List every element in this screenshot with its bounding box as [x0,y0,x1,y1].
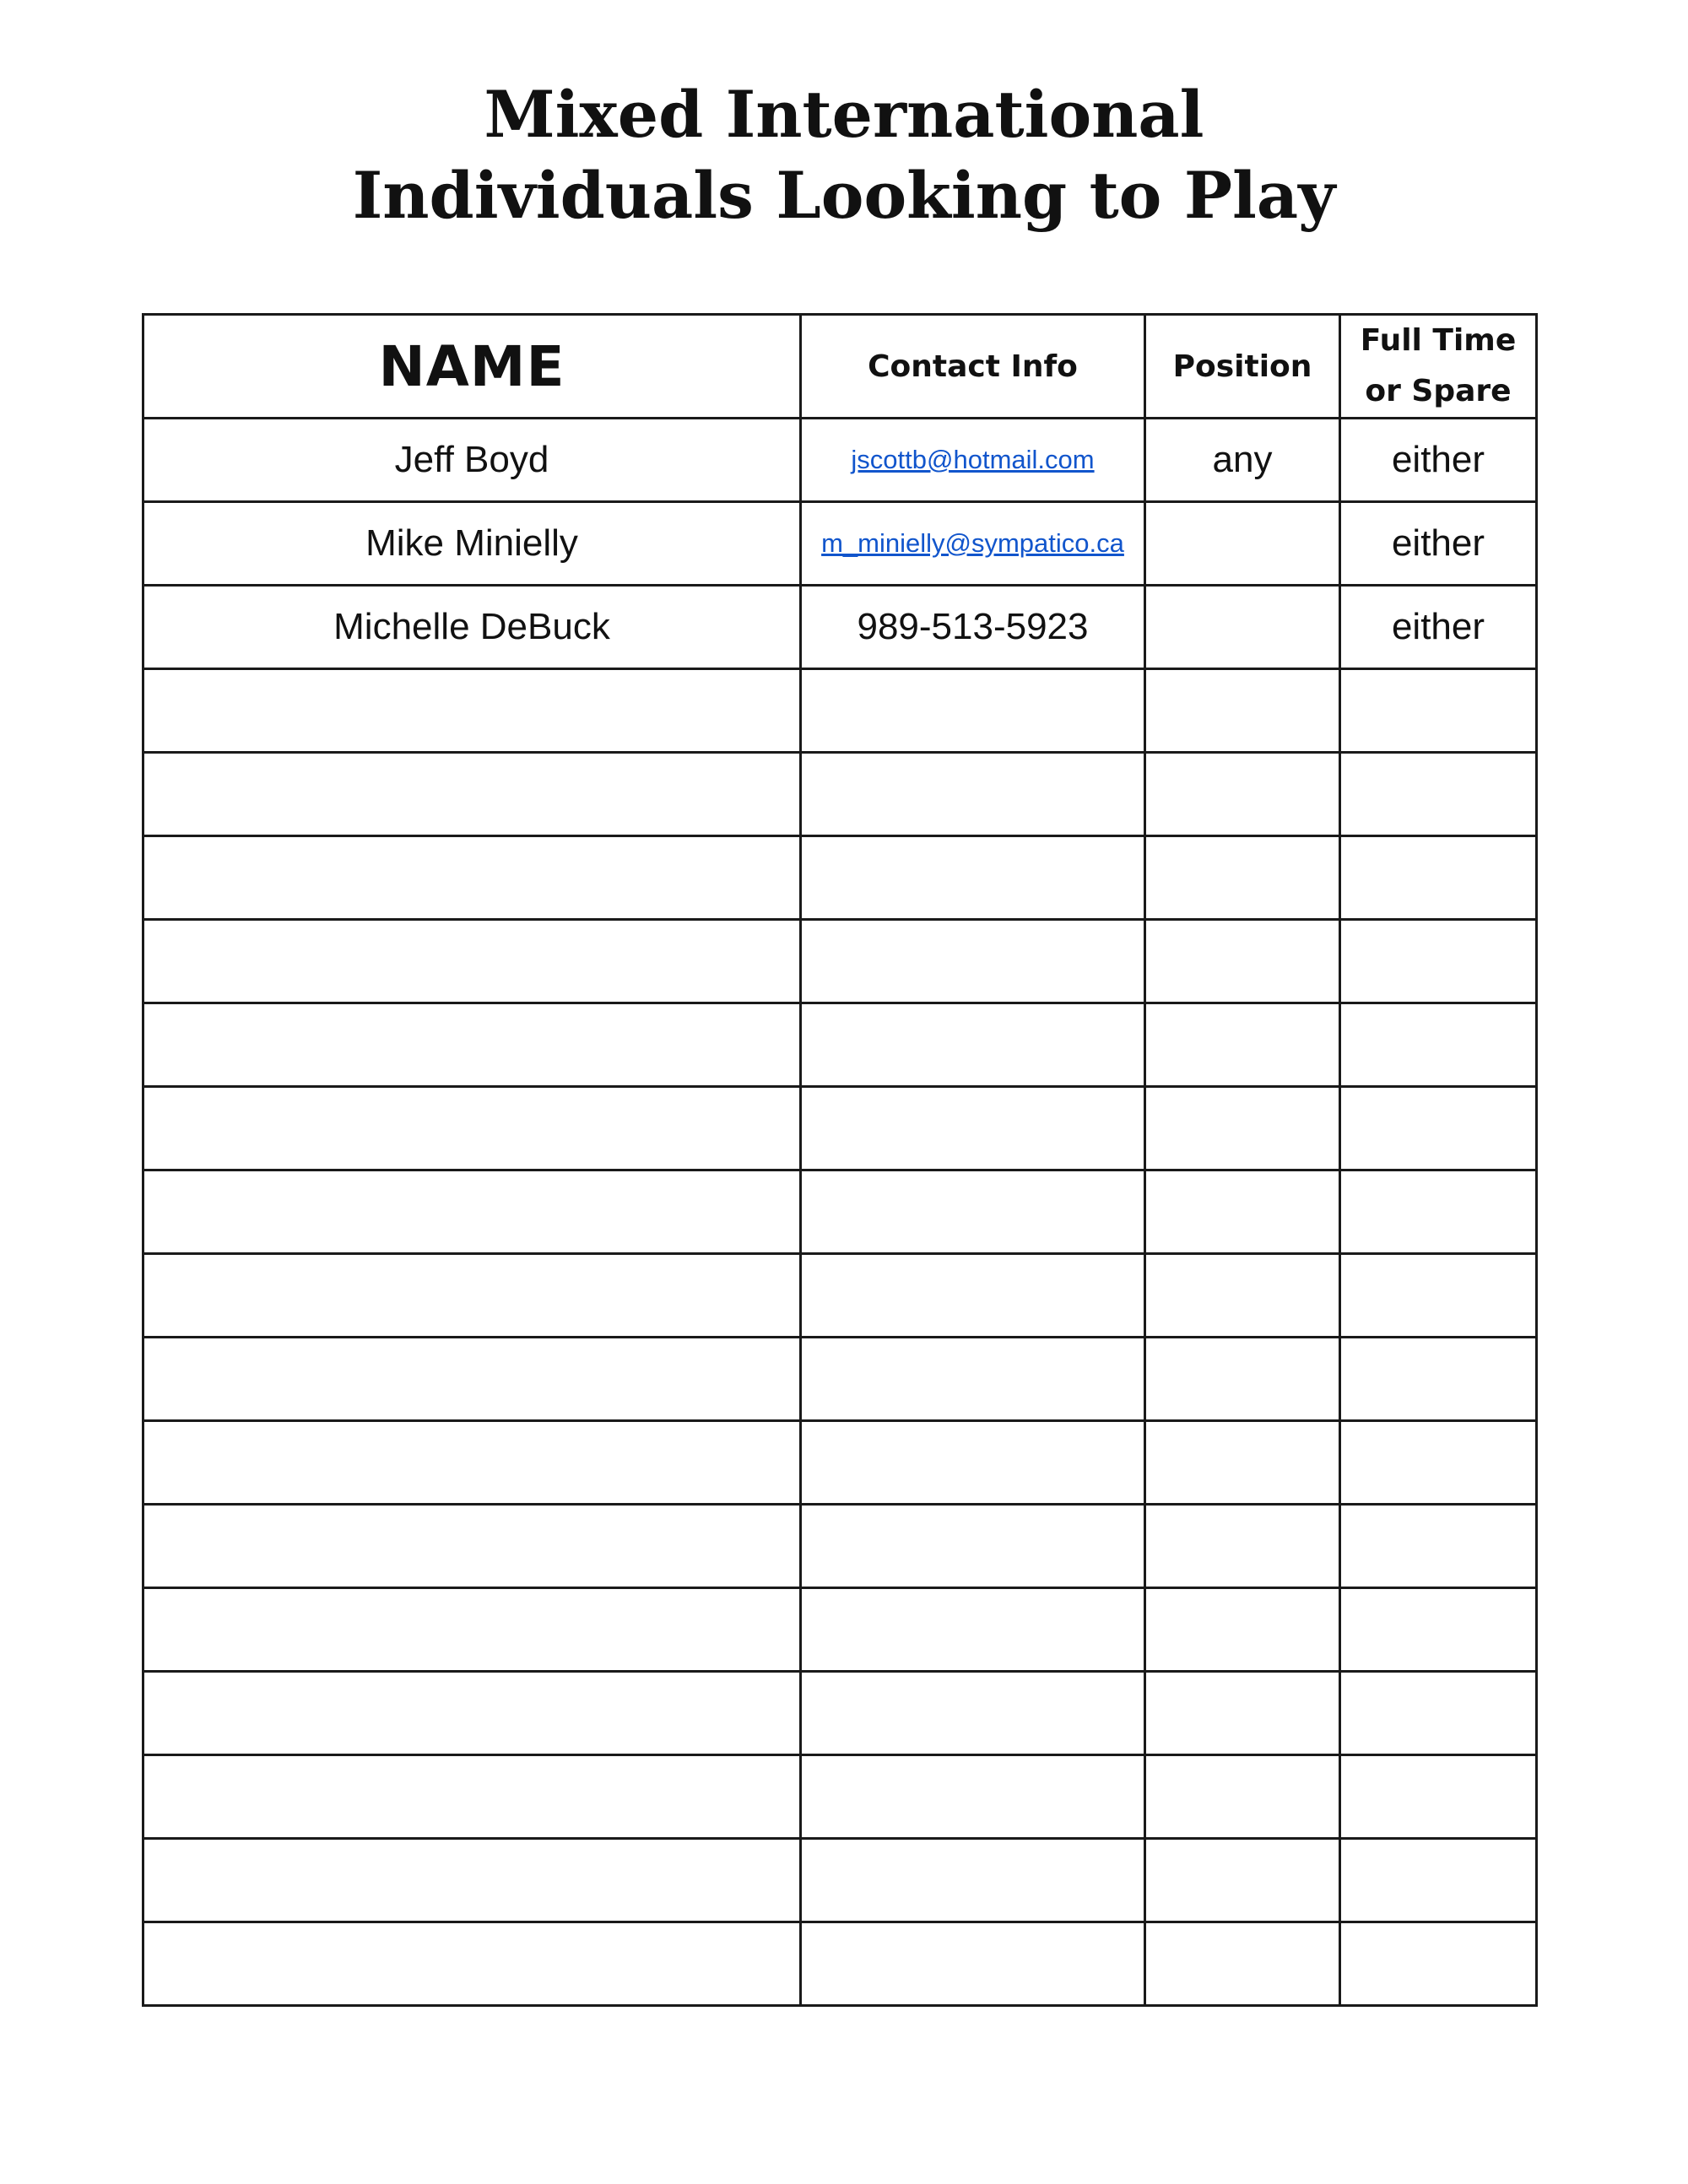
empty-table-row [143,1087,1537,1170]
empty-position-cell [1145,1505,1340,1588]
empty-name-cell [143,836,801,920]
name-cell: Mike Minielly [143,502,801,586]
empty-position-cell [1145,753,1340,836]
header-contact: Contact Info [801,315,1145,419]
position-cell [1145,502,1340,586]
empty-contact-cell [801,753,1145,836]
header-position: Position [1145,315,1340,419]
header-full-time-line2: or Spare [1365,374,1512,408]
players-table [142,313,1538,2007]
empty-name-cell [143,669,801,753]
empty-name-cell [143,1588,801,1672]
empty-table-row [143,1338,1537,1421]
table-header-row [143,315,1537,419]
empty-position-cell [1145,1588,1340,1672]
empty-position-cell [1145,1170,1340,1254]
empty-full-time-cell [1340,1338,1537,1421]
empty-full-time-cell [1340,1003,1537,1087]
full-time-cell: either [1340,419,1537,502]
empty-position-cell [1145,1254,1340,1338]
document-title [0,74,1688,236]
empty-position-cell [1145,1922,1340,2006]
empty-position-cell [1145,1338,1340,1421]
table-row [143,502,1537,586]
empty-table-row [143,920,1537,1003]
empty-full-time-cell [1340,1588,1537,1672]
contact-cell [801,419,1145,502]
empty-full-time-cell [1340,1254,1537,1338]
empty-name-cell [143,1170,801,1254]
empty-position-cell [1145,1672,1340,1755]
empty-name-cell [143,1338,801,1421]
empty-table-row [143,836,1537,920]
empty-contact-cell [801,836,1145,920]
empty-full-time-cell [1340,753,1537,836]
empty-rows [143,669,1537,2006]
title-line-2: Individuals Looking to Play [352,158,1336,233]
empty-full-time-cell [1340,1087,1537,1170]
full-time-cell: either [1340,586,1537,669]
full-time-cell: either [1340,502,1537,586]
empty-contact-cell [801,1839,1145,1922]
empty-table-row [143,1755,1537,1839]
empty-full-time-cell [1340,920,1537,1003]
contact-cell [801,502,1145,586]
empty-table-row [143,1505,1537,1588]
empty-contact-cell [801,1588,1145,1672]
empty-contact-cell [801,1338,1145,1421]
empty-full-time-cell [1340,1505,1537,1588]
empty-table-row [143,1170,1537,1254]
empty-name-cell [143,920,801,1003]
header-full-time-line1: Full Time [1360,323,1517,358]
empty-contact-cell [801,669,1145,753]
empty-full-time-cell [1340,1421,1537,1505]
table-row [143,419,1537,502]
empty-position-cell [1145,1421,1340,1505]
position-cell [1145,586,1340,669]
empty-table-row [143,1003,1537,1087]
empty-contact-cell [801,1421,1145,1505]
name-cell: Jeff Boyd [143,419,801,502]
empty-position-cell [1145,920,1340,1003]
empty-position-cell [1145,1755,1340,1839]
empty-name-cell [143,1839,801,1922]
empty-name-cell [143,753,801,836]
empty-full-time-cell [1340,1170,1537,1254]
empty-contact-cell [801,1922,1145,2006]
empty-full-time-cell [1340,1672,1537,1755]
empty-table-row [143,1588,1537,1672]
empty-table-row [143,1839,1537,1922]
name-cell: Michelle DeBuck [143,586,801,669]
empty-name-cell [143,1755,801,1839]
empty-full-time-cell [1340,669,1537,753]
empty-full-time-cell [1340,836,1537,920]
header-full-time-or-spare [1340,315,1537,419]
empty-name-cell [143,1421,801,1505]
empty-table-row [143,1254,1537,1338]
empty-full-time-cell [1340,1755,1537,1839]
empty-table-row [143,1672,1537,1755]
table-row [143,586,1537,669]
header-name: NAME [143,315,801,419]
email-link[interactable]: jscottb@hotmail.com [851,445,1095,474]
title-line-1: Mixed International [484,77,1204,152]
email-link[interactable]: m_minielly@sympatico.ca [821,528,1124,558]
empty-full-time-cell [1340,1922,1537,2006]
empty-contact-cell [801,1170,1145,1254]
empty-name-cell [143,1087,801,1170]
empty-name-cell [143,1254,801,1338]
empty-contact-cell [801,1254,1145,1338]
empty-table-row [143,1421,1537,1505]
empty-position-cell [1145,1087,1340,1170]
empty-contact-cell [801,1505,1145,1588]
empty-name-cell [143,1003,801,1087]
empty-name-cell [143,1505,801,1588]
empty-name-cell [143,1672,801,1755]
empty-name-cell [143,1922,801,2006]
empty-table-row [143,1922,1537,2006]
empty-contact-cell [801,920,1145,1003]
empty-contact-cell [801,1087,1145,1170]
empty-contact-cell [801,1672,1145,1755]
position-cell: any [1145,419,1340,502]
empty-full-time-cell [1340,1839,1537,1922]
empty-position-cell [1145,1839,1340,1922]
empty-table-row [143,753,1537,836]
empty-table-row [143,669,1537,753]
empty-position-cell [1145,669,1340,753]
contact-cell: 989-513-5923 [801,586,1145,669]
empty-contact-cell [801,1755,1145,1839]
empty-position-cell [1145,836,1340,920]
empty-position-cell [1145,1003,1340,1087]
empty-contact-cell [801,1003,1145,1087]
